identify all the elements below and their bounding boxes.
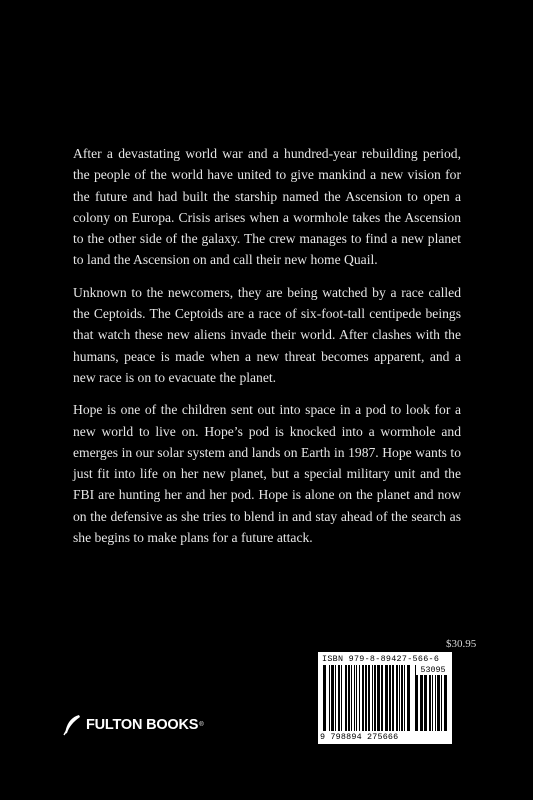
quill-pen-icon [62,714,82,736]
isbn-barcode [318,652,452,744]
blurb-paragraph-2: Unknown to the newcomers, they are being watched by a race called the Ceptoids. The Ceptoids are a race of six-foot-tall centipede beings that watch these new aliens invade their world. After clashes with the humans, peace is made when a new threat becomes apparent, and a new race is on to evacuate the planet. [73,284,461,385]
blurb-paragraph-3: Hope is one of the children sent out into space in a pod to look for a new world to live on. Hope’s pod is knocked into a wormhole and emerges in our solar system and lands on Earth in 1987. Hope wants to just fit into life on her new planet, but a special military unit and the FBI are hunting her and her pod. Hope is alone on the planet and now on the defensive as she tries to blend in and stay ahead of the search as she begins to make plans for a future attack. [73,402,461,546]
back-cover-blurb [73,143,461,559]
blurb-paragraph-1: After a devastating world war and a hundred-year rebuilding period, the people of the world have united to give mankind a new vision for the future and had built the starship named the Ascension to open a colony on Europa. Crisis arises when a wormhole takes the Ascension to the other side of the galaxy. The crew manages to find a new planet to land the Ascension on and call their new home Quail. [73,146,461,268]
ean-number: 9 798894 275666 [320,732,399,742]
addon-number: 53095 [416,665,450,675]
isbn-text: ISBN 979-8-89427-566-6 [322,654,440,664]
registered-mark: ® [199,722,204,728]
ean-barcode-bars [322,665,412,731]
price-label: $30.95 [446,638,477,650]
publisher-logo [62,714,204,736]
publisher-name: FULTON BOOKS [86,717,199,733]
